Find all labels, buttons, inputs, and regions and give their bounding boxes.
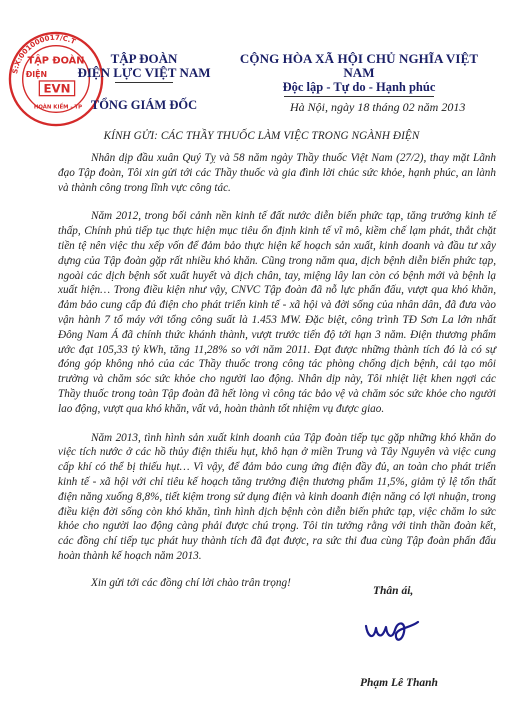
letter-date: Hà Nội, ngày 18 tháng 02 năm 2013 [290,100,466,114]
organization-header [64,52,224,112]
salutation: KÍNH GỬI: CÁC THẦY THUỐC LÀM VIỆC TRONG NGÀNH ĐIỆN [103,130,420,142]
national-title: CỘNG HÒA XÃ HỘI CHỦ NGHĨA VIỆT NAM [239,51,479,80]
svg-text:EVN: EVN [43,81,71,96]
svg-text:ĐIỆN: ĐIỆN [25,70,48,80]
handwritten-signature [362,612,422,652]
paragraph-closing: Xin gửi tới các đồng chí lời chào trân trọng! [91,576,291,589]
org-name-line1: TẬP ĐOÀN [110,51,178,66]
svg-text:HOÀN KIẾM - TP: HOÀN KIẾM - TP [33,104,83,111]
closing-thanks: Thân ái, [373,585,414,597]
national-header [234,52,484,97]
signer-title: TỔNG GIÁM ĐỐC [90,98,198,112]
signer-name: Phạm Lê Thanh [360,677,438,689]
paragraph-2013-outlook: Năm 2013, tình hình sản xuất kinh doanh của Tập đoàn tiếp tục gặp những khó khăn do việc tích nước ở các hồ thủy điện thiếu hụt, khô hạn ở miền Trung và Tây Nguyên và việc cung cấp khí có thể bị thiếu hụt… Vì vậy, để đảm bảo cung ứng điện đầy đủ, an toàn cho phát triển kinh tế - xã hội với chỉ tiêu kế hoạch tăng trưởng điện thương phẩm 11,5%, giảm tỷ lệ tổn thất điện năng xuống 8,8%, tiết kiệm trong sử dụng điện và kinh doanh điện năng có lợi nhuận, trong điều kiện đời sống còn khó khăn, tình hình dịch bệnh còn diễn biến phức tạp, việc chăm lo sức khỏe cho người lao động càng phải được chú trọng. Tôi tin tưởng rằng với tinh thần đoàn kết, các đồng chí tiếp tục phát huy thành tích đã đạt được, ra sức thi đua cùng Tập đoàn phấn đấu hoàn thành kế hoạch năm 2013. [58,431,496,562]
motto-underline [284,96,434,97]
paragraph-2012-review: Năm 2012, trong bối cảnh nền kinh tế đất nước diễn biến phức tạp, tăng trưởng kinh tế thấp, Chính phủ tiếp tục thực hiện mục tiêu ổn định kinh tế vĩ mô, kiềm chế lạm phát, thắt chặt tiền tệ nên việc thu xếp vốn để đảm bảo thực hiện kế hoạch sản xuất, kinh doanh và đầu tư xây dựng của Tập đoàn gặp rất nhiều khó khăn. Cũng trong năm qua, dịch bệnh diễn biến phức tạp, ngoài các dịch bệnh sốt xuất huyết và dịch chân, tay, miệng lây lan còn có bệnh mới và bệnh lạ xuất hiện… Trong điều kiện như vậy, CNVC Tập đoàn đã nỗ lực phấn đấu, vượt qua khó khăn, đảm bảo cung cấp đủ điện cho phát triển kinh tế - xã hội và đời sống của nhân dân, đã đưa vào vận hành 7 tổ máy với tổng công suất là 1.453 MW. Đặc biệt, công trình TĐ Sơn La lớn nhất Đông Nam Á đã chính thức khánh thành, vượt trước tiến độ tới hạn 3 năm. Điện thương phẩm ước đạt 105,33 tỷ kWh, tăng 11,28% so với năm 2011. Đạt được những thành tích đó là có sự đóng góp không nhỏ của các Thầy thuốc trong công tác phòng chống dịch bệnh, cải tạo môi trường và chăm sóc sức khỏe cho người lao động. Nhân dịp này, Tôi nhiệt liệt khen ngợi các Thầy thuốc trong toàn Tập đoàn đã hết lòng vì công tác bảo vệ và chăm sóc sức khỏe cho người lao động, vượt qua khó khăn, vất vả, hoàn thành tốt nhiệm vụ được giao. [58,210,496,415]
svg-text:S:X:001000017/C.T: S:X:001000017/C.T [10,32,78,75]
header-underline [115,82,173,83]
org-name-line2: ĐIỆN LỰC VIỆT NAM [77,65,211,80]
svg-text:TẬP ĐOÀN: TẬP ĐOÀN [27,55,85,67]
national-motto: Độc lập - Tự do - Hạnh phúc [282,80,436,94]
paragraph-greeting: Nhân dịp đầu xuân Quý Tỵ và 58 năm ngày Thầy thuốc Việt Nam (27/2), thay mặt Lãnh đạo Tập đoàn, Tôi xin gửi tới các Thầy thuốc và gia đình lời chúc sức khỏe, hạnh phúc, an lành và thành công trong lĩnh vực công tác. [58,152,496,194]
letter-body [58,151,496,605]
